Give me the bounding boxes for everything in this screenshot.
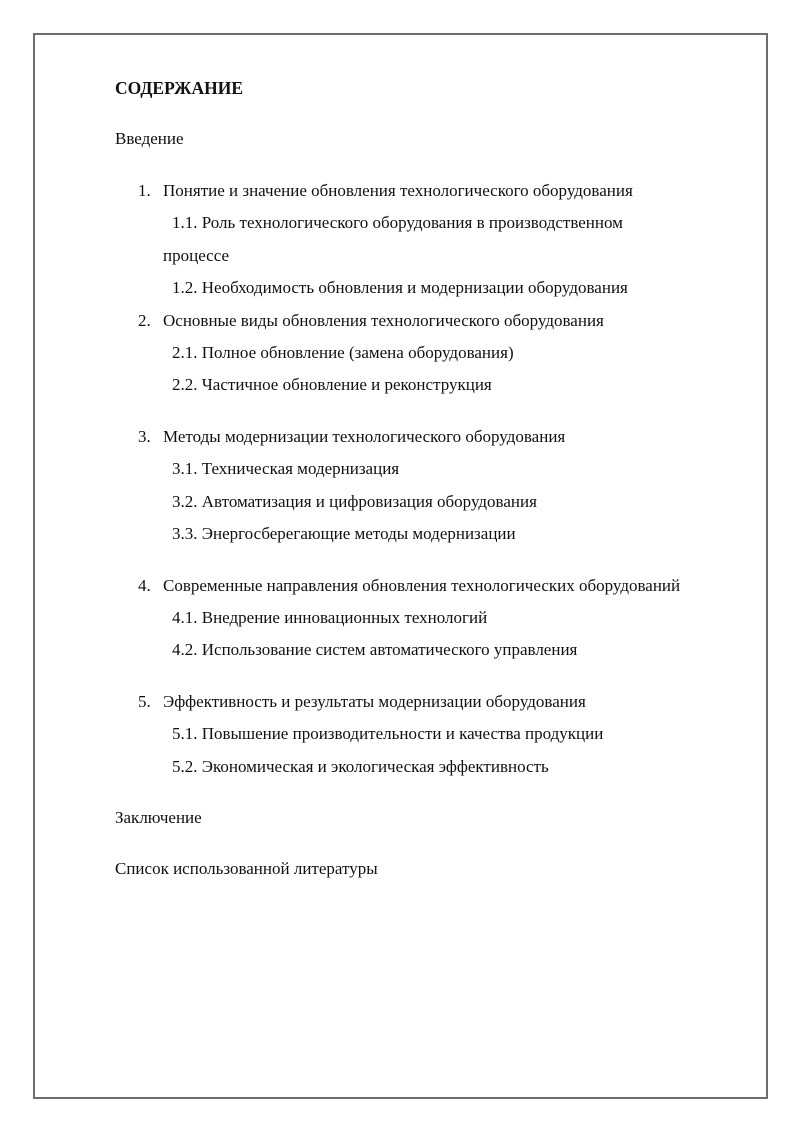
- toc-subsection-number: 2.2.: [172, 375, 198, 394]
- toc-subsection-2-1: [172, 343, 514, 363]
- toc-subsection-number: 4.1.: [172, 608, 198, 627]
- toc-subsection-number: 3.2.: [172, 492, 198, 511]
- toc-subsection-title: Полное обновление (замена оборудования): [201, 343, 514, 362]
- toc-subsection-title: Энергосберегающие методы модернизации: [201, 524, 516, 543]
- toc-references: Список использованной литературы: [115, 859, 378, 878]
- toc-chapter-1: [138, 181, 633, 201]
- toc-subsection-4-1: [172, 608, 487, 628]
- toc-conclusion: Заключение: [115, 808, 202, 827]
- toc-chapter-3: [138, 427, 565, 447]
- toc-subsection-title: Частичное обновление и реконструкция: [201, 375, 492, 394]
- toc-chapter-title: Понятие и значение обновления технологического оборудования: [163, 181, 633, 200]
- toc-subsection-title: Необходимость обновления и модернизации оборудования: [201, 278, 628, 297]
- toc-subsection-3-1: [172, 459, 399, 479]
- toc-subsection-title: Повышение производительности и качества продукции: [201, 724, 604, 743]
- toc-subsection-number: 2.1.: [172, 343, 198, 362]
- toc-chapter-number: 5.: [138, 692, 151, 711]
- toc-introduction: Введение: [115, 129, 184, 148]
- toc-subsection-number: 4.2.: [172, 640, 198, 659]
- toc-subsection-number: 5.1.: [172, 724, 198, 743]
- toc-subsection-title: Внедрение инновационных технологий: [201, 608, 488, 627]
- toc-chapter-2: [138, 311, 604, 331]
- toc-subsection-number: 3.1.: [172, 459, 198, 478]
- toc-subsection-5-2: [172, 757, 549, 777]
- toc-subsection-4-2: [172, 640, 577, 660]
- toc-subsection-number: 1.1.: [172, 213, 198, 232]
- toc-subsection-title: Экономическая и экологическая эффективность: [201, 757, 549, 776]
- toc-chapter-number: 1.: [138, 181, 151, 200]
- toc-subsection-3-2: [172, 492, 537, 512]
- toc-chapter-4: [138, 576, 680, 596]
- toc-subsection-number: 1.2.: [172, 278, 198, 297]
- toc-subsection-title: Роль технологического оборудования в производственном: [201, 213, 623, 232]
- toc-chapter-5: [138, 692, 586, 712]
- toc-subsection-number: 3.3.: [172, 524, 198, 543]
- toc-subsection-1-1-continuation: процессе: [163, 246, 230, 265]
- toc-chapter-number: 2.: [138, 311, 151, 330]
- toc-subsection-title: Техническая модернизация: [201, 459, 400, 478]
- toc-subsection-1-2: [172, 278, 628, 298]
- toc-chapter-number: 3.: [138, 427, 151, 446]
- toc-subsection-1-1: [172, 213, 623, 233]
- toc-chapter-title: Методы модернизации технологического оборудования: [163, 427, 566, 446]
- toc-subsection-title: Использование систем автоматического управления: [201, 640, 578, 659]
- toc-chapter-title: Современные направления обновления технологических оборудований: [163, 576, 681, 595]
- toc-subsection-2-2: [172, 375, 492, 395]
- toc-subsection-number: 5.2.: [172, 757, 198, 776]
- toc-subsection-title: Автоматизация и цифровизация оборудования: [201, 492, 537, 511]
- toc-subsection-5-1: [172, 724, 603, 744]
- toc-chapter-title: Эффективность и результаты модернизации оборудования: [163, 692, 586, 711]
- toc-chapter-number: 4.: [138, 576, 151, 595]
- toc-subsection-3-3: [172, 524, 516, 544]
- toc-chapter-title: Основные виды обновления технологического оборудования: [163, 311, 604, 330]
- toc-title: СОДЕРЖАНИЕ: [115, 78, 244, 98]
